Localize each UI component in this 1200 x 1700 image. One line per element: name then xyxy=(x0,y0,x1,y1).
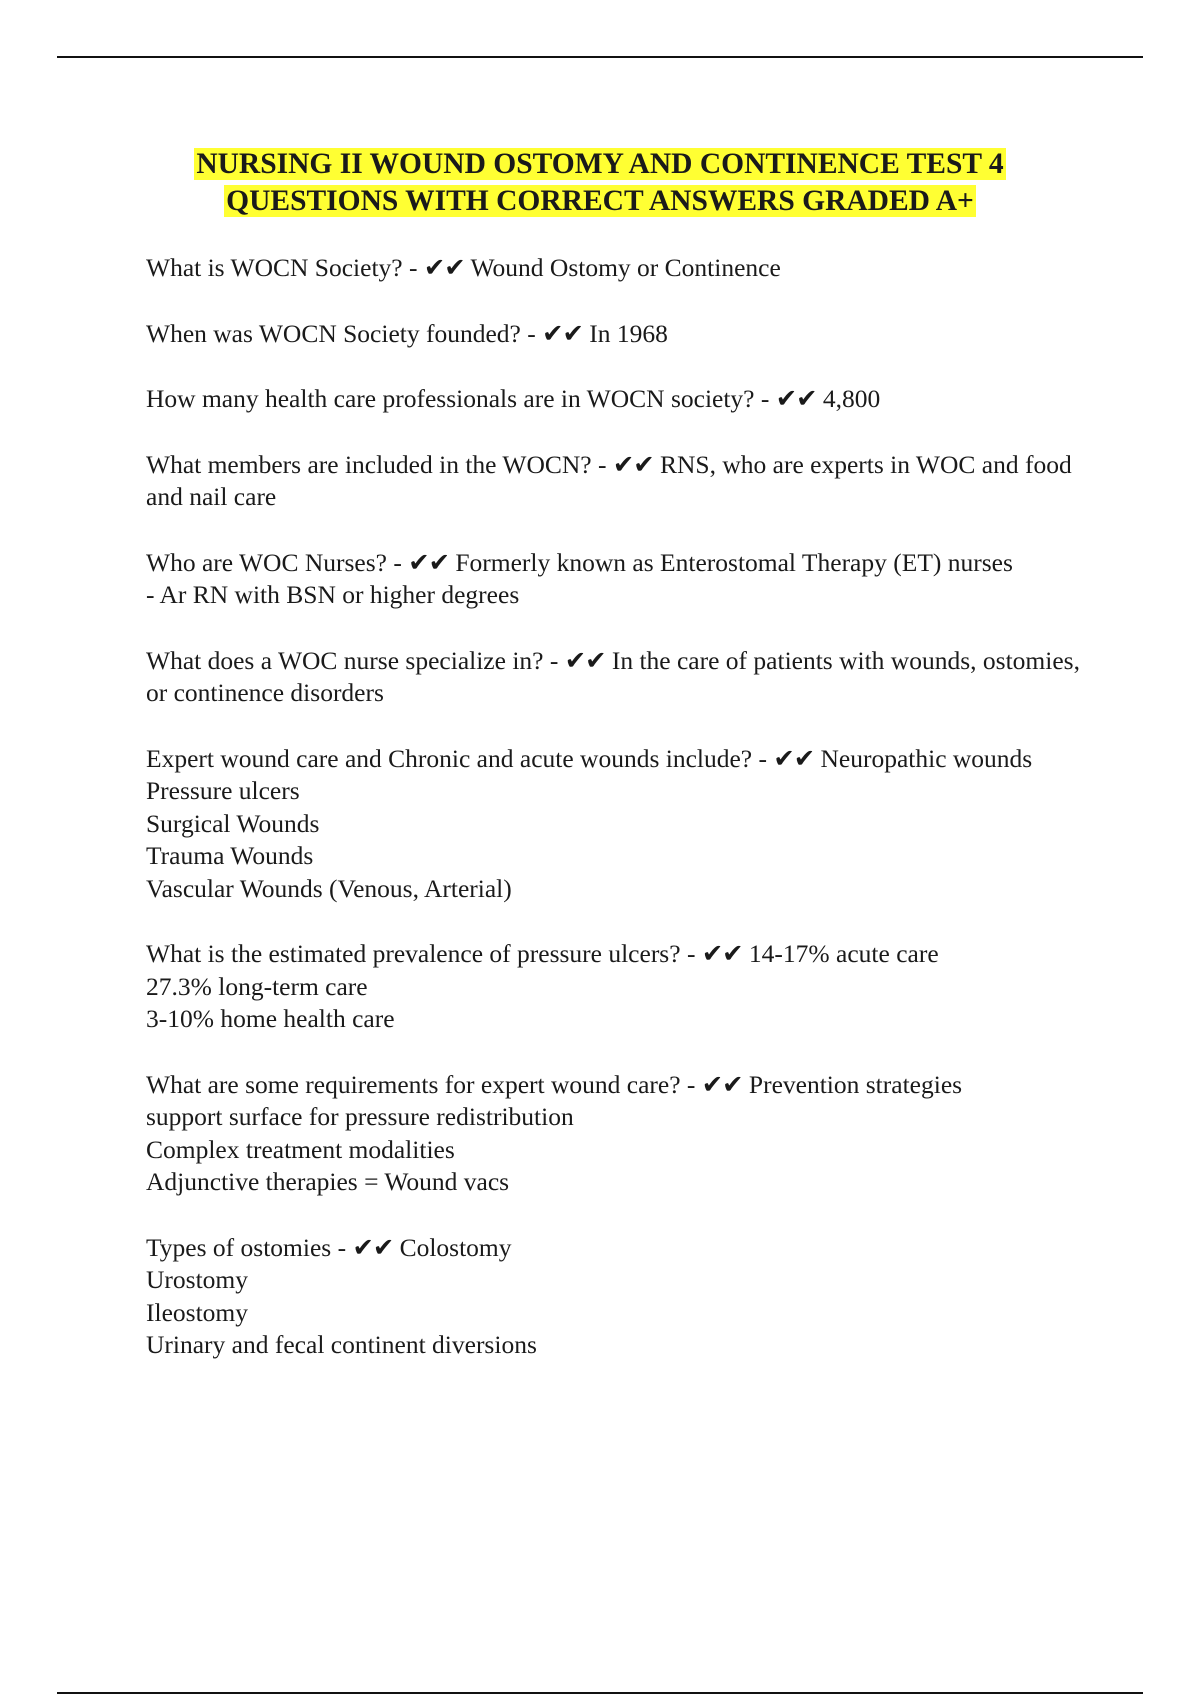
answer-text: 14-17% acute care xyxy=(748,939,939,968)
separator: - xyxy=(754,384,776,413)
top-rule xyxy=(57,56,1143,58)
answer-line: Vascular Wounds (Venous, Arterial) xyxy=(146,873,512,903)
double-check-icon: ✔✔ xyxy=(423,253,465,282)
separator: - xyxy=(387,547,409,577)
title-line-1: NURSING II WOUND OSTOMY AND CONTINENCE TEST 4 xyxy=(196,148,1004,180)
question-text: What is the estimated prevalence of pressure ulcers? xyxy=(146,939,681,968)
question-text: Who are WOC Nurses? xyxy=(146,547,387,577)
answer-line: Urostomy xyxy=(146,1265,248,1294)
question-text: What are some requirements for expert wound care? xyxy=(146,1069,681,1099)
question-text: Types of ostomies xyxy=(146,1232,332,1262)
answer-line: Complex treatment modalities xyxy=(146,1134,455,1164)
answer-text: Wound Ostomy or Continence xyxy=(470,253,781,282)
separator: - xyxy=(402,253,424,282)
double-check-icon: ✔✔ xyxy=(773,743,815,773)
qa-item xyxy=(146,1232,1080,1362)
double-check-icon: ✔✔ xyxy=(352,1232,394,1262)
qa-item xyxy=(146,1069,1080,1199)
answer-text: RNS, who are experts in WOC and food and nail care xyxy=(146,449,1079,511)
answer-text: 4,800 xyxy=(822,384,881,413)
qa-item xyxy=(146,645,1087,710)
answer-text: In 1968 xyxy=(589,318,668,348)
question-text: When was WOCN Society founded? xyxy=(146,318,521,348)
qa-question-line xyxy=(146,449,1080,514)
question-text: How many health care professionals are in WOCN society? xyxy=(146,384,755,413)
separator: - xyxy=(520,318,543,348)
answer-line: Adjunctive therapies = Wound vacs xyxy=(146,1167,510,1196)
qa-item xyxy=(146,743,1080,906)
answer-line: Urinary and fecal continent diversions xyxy=(146,1330,537,1359)
qa-item xyxy=(146,938,1080,1036)
qa-item xyxy=(146,252,1080,285)
answer-line: Trauma Wounds xyxy=(146,841,314,870)
qa-item xyxy=(146,383,1080,416)
qa-question-line xyxy=(146,383,1080,416)
document-title xyxy=(100,146,1100,220)
double-check-icon: ✔✔ xyxy=(564,645,606,675)
qa-question-line xyxy=(146,1069,1080,1102)
double-check-icon: ✔✔ xyxy=(542,318,583,348)
answer-line: Pressure ulcers xyxy=(146,776,300,805)
qa-question-line xyxy=(146,547,1080,580)
answer-line: support surface for pressure redistribution xyxy=(146,1102,574,1131)
answer-line: Surgical Wounds xyxy=(146,808,320,838)
answer-text: In the care of patients with wounds, ostomies, or continence disorders xyxy=(146,645,1087,707)
question-text: What does a WOC nurse specialize in? xyxy=(146,645,544,675)
double-check-icon: ✔✔ xyxy=(701,1069,743,1099)
separator: - xyxy=(680,939,702,968)
double-check-icon: ✔✔ xyxy=(612,449,654,479)
qa-question-line xyxy=(146,645,1087,710)
separator: - xyxy=(591,449,613,479)
qa-question-line xyxy=(146,1232,1080,1265)
answer-line: 27.3% long-term care xyxy=(146,971,368,1001)
qa-item xyxy=(146,547,1080,612)
separator: - xyxy=(752,743,774,773)
qa-question-line xyxy=(146,252,1080,285)
double-check-icon: ✔✔ xyxy=(408,547,449,577)
answer-line: Ileostomy xyxy=(146,1297,248,1327)
separator: - xyxy=(543,645,565,675)
qa-question-line xyxy=(146,318,1080,351)
qa-item xyxy=(146,318,1080,351)
double-check-icon: ✔✔ xyxy=(701,939,743,968)
qa-question-line xyxy=(146,743,1080,776)
question-text: What members are included in the WOCN? xyxy=(146,449,592,479)
qa-question-line xyxy=(146,938,1080,971)
answer-text: Formerly known as Enterostomal Therapy (ET) nurses xyxy=(455,547,1013,577)
answer-line: - Ar RN with BSN or higher degrees xyxy=(146,580,520,609)
question-text: What is WOCN Society? xyxy=(146,253,403,282)
separator: - xyxy=(331,1232,353,1262)
answer-text: Prevention strategies xyxy=(748,1069,963,1099)
answer-line: 3-10% home health care xyxy=(146,1004,395,1033)
answer-text: Colostomy xyxy=(399,1232,512,1262)
separator: - xyxy=(680,1069,702,1099)
double-check-icon: ✔✔ xyxy=(775,384,817,413)
title-line-2: QUESTIONS WITH CORRECT ANSWERS GRADED A+ xyxy=(226,185,974,217)
question-text: Expert wound care and Chronic and acute wounds include? xyxy=(146,743,753,773)
answer-text: Neuropathic wounds xyxy=(820,743,1033,773)
qa-list xyxy=(146,252,1087,1395)
bottom-rule xyxy=(57,1692,1143,1694)
qa-item xyxy=(146,449,1080,514)
